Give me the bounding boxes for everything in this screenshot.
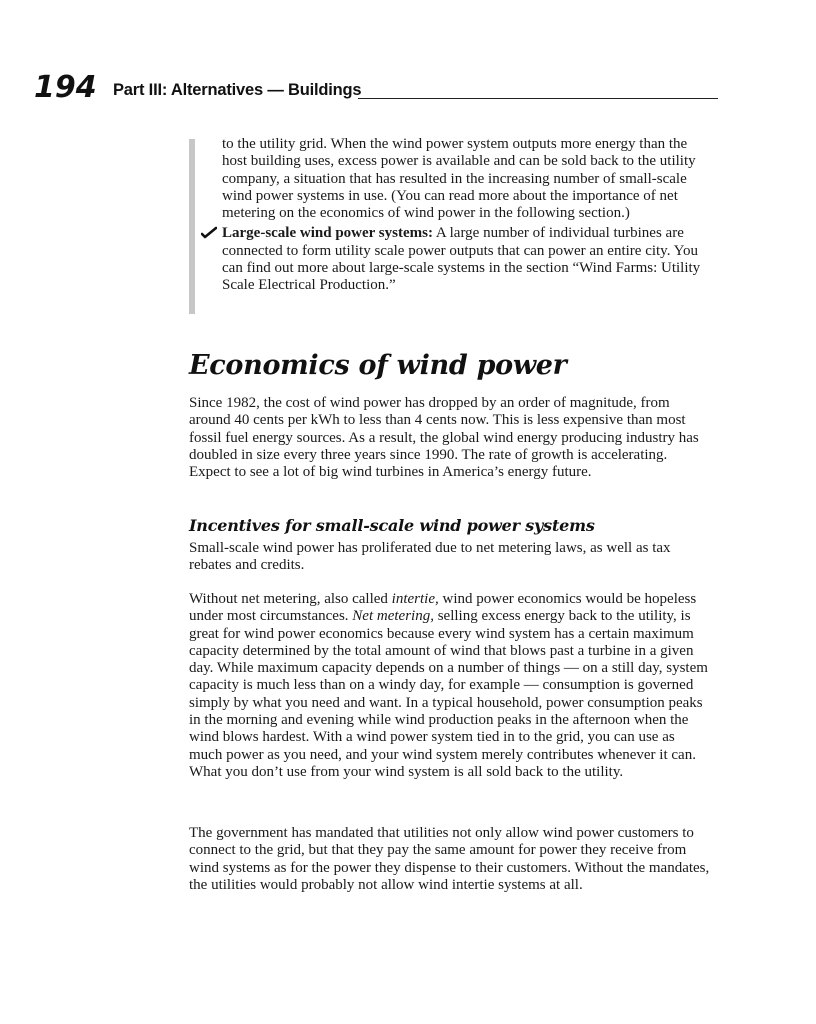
running-head xyxy=(34,70,718,106)
list-item xyxy=(222,225,708,294)
body-paragraph: Small-scale wind power has proliferated due to net metering laws, as well as tax rebates and credits. xyxy=(189,540,671,574)
emphasis-term: intertie, xyxy=(391,591,439,607)
body-paragraph: The government has mandated that utilities not only allow wind power customers to connect to the grid, but that they pay the same amount for power they receive from wind systems as for the power they dispense to their customers. Without the mandates, the utilities would probably not allow wind intertie systems at all. xyxy=(189,825,710,893)
checkmark-icon xyxy=(201,226,217,240)
body-paragraph xyxy=(189,591,711,781)
bullet-list xyxy=(222,136,708,295)
subsection-heading: Incentives for small-scale wind power systems xyxy=(189,516,595,535)
text-run: wind power economics would be hopeless under most circumstances. xyxy=(189,591,697,625)
bullet-text: A large number of individual turbines are connected to form utility scale power outputs that can power an entire city. You can find out more about large-scale systems in the section “Wind Farms: Utility Scale Electrical Production.” xyxy=(222,225,701,294)
bullet-continuation-text: to the utility grid. When the wind power system outputs more energy than the host building uses, excess power is available and can be sold back to the utility company, a situation that has resulted in the increasing number of small-scale wind power systems in use. (You can read more about the importance of net metering on the economics of wind power in the following section.) xyxy=(222,136,696,222)
emphasis-term: Net metering, xyxy=(352,608,434,625)
text-run: Without net metering, also called xyxy=(189,591,392,607)
text-run: selling excess energy back to the utility, is great for wind power economics because every wind system has a certain maximum capacity determined by the total amount of wind that blows past a turbine in a given day. While maximum capacity depends on a number of things — on a still day, system capacity is much less than on a windy day, for example — consumption is governed simply by what you need and want. In a typical household, power consumption peaks in the morning and evening while wind production peaks in the afternoon when the wind blows hardest. With a wind power system tied in to the grid, you can use as much power as you need, and your wind system merely contributes whenever it can. What you don’t use from your wind system is all sold back to the utility. xyxy=(189,608,708,780)
page-number: 194 xyxy=(34,70,97,105)
side-bar xyxy=(189,139,195,314)
header-rule xyxy=(358,98,718,99)
running-head-title: Part III: Alternatives — Buildings xyxy=(113,81,362,99)
body-paragraph: Since 1982, the cost of wind power has dropped by an order of magnitude, from around 40 cents per kWh to less than 4 cents now. This is less expensive than most fossil fuel energy sources. As a result, the global wind energy producing industry has doubled in size every three years since 1990. The rate of growth is accelerating. Expect to see a lot of big wind turbines in America’s energy future. xyxy=(189,395,699,481)
bullet-label: Large-scale wind power systems: xyxy=(222,225,433,242)
section-heading: Economics of wind power xyxy=(189,350,567,381)
